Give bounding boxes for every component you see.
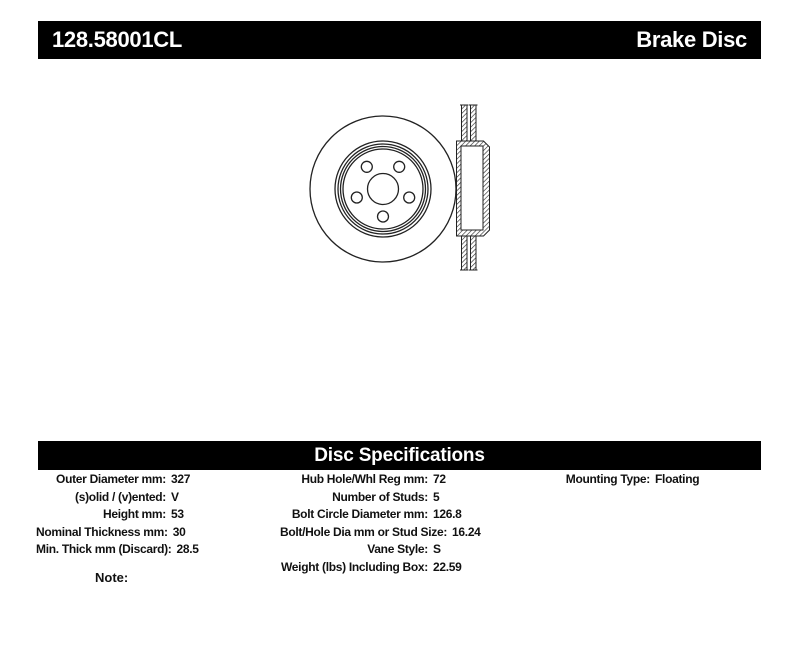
spec-row-hub-hole [280, 471, 481, 489]
bottom-outboard-plate [462, 236, 468, 270]
spec-value: 327 [171, 472, 191, 486]
top-inboard-plate [471, 105, 477, 141]
spec-row-height [36, 506, 199, 524]
spec-row-outer-diameter [36, 471, 199, 489]
spec-section-header [38, 441, 761, 470]
spec-column-middle [280, 471, 481, 577]
spec-label: Min. Thick mm (Discard): [36, 542, 172, 557]
stud-hole [351, 192, 362, 203]
spec-value: 126.8 [433, 507, 462, 522]
spec-value: 16.24 [452, 524, 481, 539]
stud-hole [404, 192, 415, 203]
brake-disc-side-section-view [457, 105, 490, 270]
spec-row-bolt-hole-dia [280, 524, 481, 542]
spec-value: 5 [433, 489, 440, 504]
spec-row-bolt-circle-diameter [280, 506, 481, 524]
spec-label: Bolt/Hole Dia mm or Stud Size: [280, 524, 448, 539]
spec-value: 72 [433, 472, 446, 486]
stud-hole [361, 161, 372, 172]
spec-value: V [171, 489, 179, 504]
spec-row-nominal-thickness [36, 524, 199, 542]
top-outboard-plate [462, 105, 468, 141]
spec-value: 30 [172, 524, 186, 539]
spec-label: Height mm: [102, 507, 166, 522]
stud-hole [394, 161, 405, 172]
spec-label: Bolt Circle Diameter mm: [291, 507, 428, 522]
spec-column-right [530, 471, 699, 489]
spec-label: Outer Diameter mm: [56, 472, 166, 486]
spec-label: Hub Hole/Whl Reg mm: [301, 472, 428, 486]
outer-diameter-circle [310, 116, 456, 262]
spec-label: Nominal Thickness mm: [36, 524, 168, 539]
hat-ring-circle [341, 147, 426, 232]
spec-label: Vane Style: [367, 542, 428, 557]
bottom-inboard-plate [471, 236, 477, 270]
note-label: Note: [95, 570, 129, 585]
hat-interior [461, 146, 483, 230]
hat-ring-circle [338, 144, 428, 234]
spec-row-mounting-type [530, 471, 699, 489]
spec-row-solid-vented [36, 489, 199, 507]
spec-row-vane-style [280, 541, 481, 559]
hub-hole-circle [368, 174, 399, 205]
brake-disc-front-view [310, 116, 456, 262]
spec-value: 28.5 [176, 542, 199, 557]
spec-value: Floating [655, 472, 700, 486]
spec-value: 53 [171, 507, 184, 522]
spec-label: Mounting Type: [565, 472, 650, 486]
spec-value: S [433, 542, 441, 557]
spec-value: 22.59 [433, 559, 462, 574]
spec-row-weight [280, 559, 481, 577]
spec-section-title: Disc Specifications [314, 444, 485, 466]
stud-hole [378, 211, 389, 222]
product-type-title: Brake Disc [636, 27, 747, 52]
hat-ring-circle [343, 149, 423, 229]
spec-label: (s)olid / (v)ented: [75, 489, 166, 504]
spec-label: Weight (lbs) Including Box: [281, 559, 428, 574]
spec-label: Number of Studs: [332, 489, 428, 504]
spec-row-min-thick [36, 541, 199, 559]
spec-row-number-of-studs [280, 489, 481, 507]
spec-column-left [36, 471, 199, 559]
part-number: 128.58001CL [52, 27, 183, 52]
